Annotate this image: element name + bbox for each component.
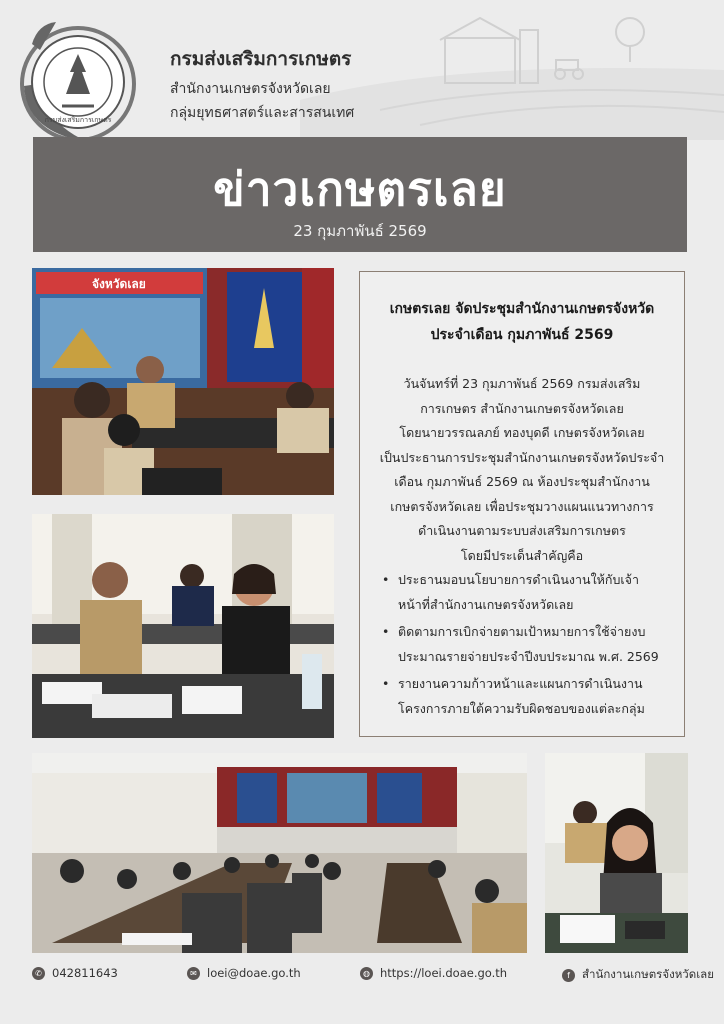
meeting-photo-1: [32, 268, 334, 495]
footer-email[interactable]: [187, 966, 301, 980]
article-body-line: โดยนายวรรณลภย์ ทองบุดดี เกษตรจังหวัดเลย: [399, 425, 645, 440]
article-body-line: โดยมีประเด็นสำคัญคือ: [460, 547, 584, 563]
division-name: กลุ่มยุทธศาสตร์และสารสนเทศ: [170, 105, 355, 121]
list-item: [380, 568, 676, 617]
globe-icon: ◍: [360, 967, 373, 980]
email-icon: ✉: [187, 967, 200, 980]
article-title-line: ประจำเดือน กุมภาพันธ์ 2569: [430, 327, 614, 343]
article-body: [370, 372, 674, 568]
footer-website[interactable]: [360, 966, 507, 980]
article-body-line: วันจันทร์ที่ 23 กุมภาพันธ์ 2569 กรมส่งเสริม: [403, 376, 641, 391]
list-item-line: ประธานมอบนโยบายการดำเนินงานให้กับเจ้า: [398, 572, 640, 587]
facebook-icon: f: [562, 969, 575, 982]
phone-number: 042811643: [52, 966, 118, 980]
article-body-line: ดำเนินงานตามระบบส่งเสริมการเกษตร: [418, 523, 626, 538]
article-body-line: เกษตรจังหวัดเลย เพื่อประชุมวางแผนแนวทางการ: [390, 498, 654, 514]
list-item: [380, 672, 676, 721]
list-item-line: ประมาณรายจ่ายประจำปีงบประมาณ พ.ศ. 2569: [398, 648, 659, 664]
news-banner: [33, 137, 687, 252]
meeting-photo-2: [32, 514, 334, 738]
article-body-line: เดือน กุมภาพันธ์ 2569 ณ ห้องประชุมสำนักงาน: [394, 474, 650, 489]
facebook-page[interactable]: สำนักงานเกษตรจังหวัดเลย: [582, 967, 714, 981]
article-body-line: การเกษตร สำนักงานเกษตรจังหวัดเลย: [420, 400, 624, 416]
meeting-photo-3: [32, 753, 527, 953]
logo-ring-text: กรมส่งเสริมการเกษตร: [44, 116, 112, 124]
banner-title: ข่าวเกษตรเลย: [213, 162, 507, 216]
key-points-list: [380, 568, 676, 724]
list-item-line: โครงการภายใต้ความรับผิดชอบของแต่ละกลุ่ม: [398, 700, 645, 716]
article-title-line: เกษตรเลย จัดประชุมสำนักงานเกษตรจังหวัด: [389, 301, 655, 317]
list-item: [380, 620, 676, 669]
bullet-icon: •: [382, 624, 390, 639]
office-name: สำนักงานเกษตรจังหวัดเลย: [170, 81, 331, 97]
bullet-icon: •: [382, 676, 390, 691]
email-address[interactable]: loei@doae.go.th: [207, 966, 301, 980]
photo-sign-text: จังหวัดเลย: [92, 277, 146, 291]
department-logo: [18, 14, 158, 154]
bullet-icon: •: [382, 572, 390, 587]
list-item-line: หน้าที่สำนักงานเกษตรจังหวัดเลย: [398, 596, 574, 612]
organization-name: กรมส่งเสริมการเกษตร: [170, 48, 352, 70]
website-url[interactable]: https://loei.doae.go.th: [380, 966, 508, 980]
article-title: [370, 296, 674, 348]
meeting-photo-4: [545, 753, 688, 953]
article-body-line: เป็นประธานการประชุมสำนักงานเกษตรจังหวัดประจำ: [379, 449, 665, 465]
footer-facebook[interactable]: [562, 966, 714, 984]
phone-icon: ✆: [32, 967, 45, 980]
banner-date: 23 กุมภาพันธ์ 2569: [293, 222, 427, 240]
list-item-line: รายงานความก้าวหน้าและแผนการดำเนินงาน: [398, 676, 643, 691]
footer-phone: [32, 966, 118, 980]
list-item-line: ติดตามการเบิกจ่ายตามเป้าหมายการใช้จ่ายงบ: [398, 624, 646, 639]
news-article: [359, 271, 685, 737]
